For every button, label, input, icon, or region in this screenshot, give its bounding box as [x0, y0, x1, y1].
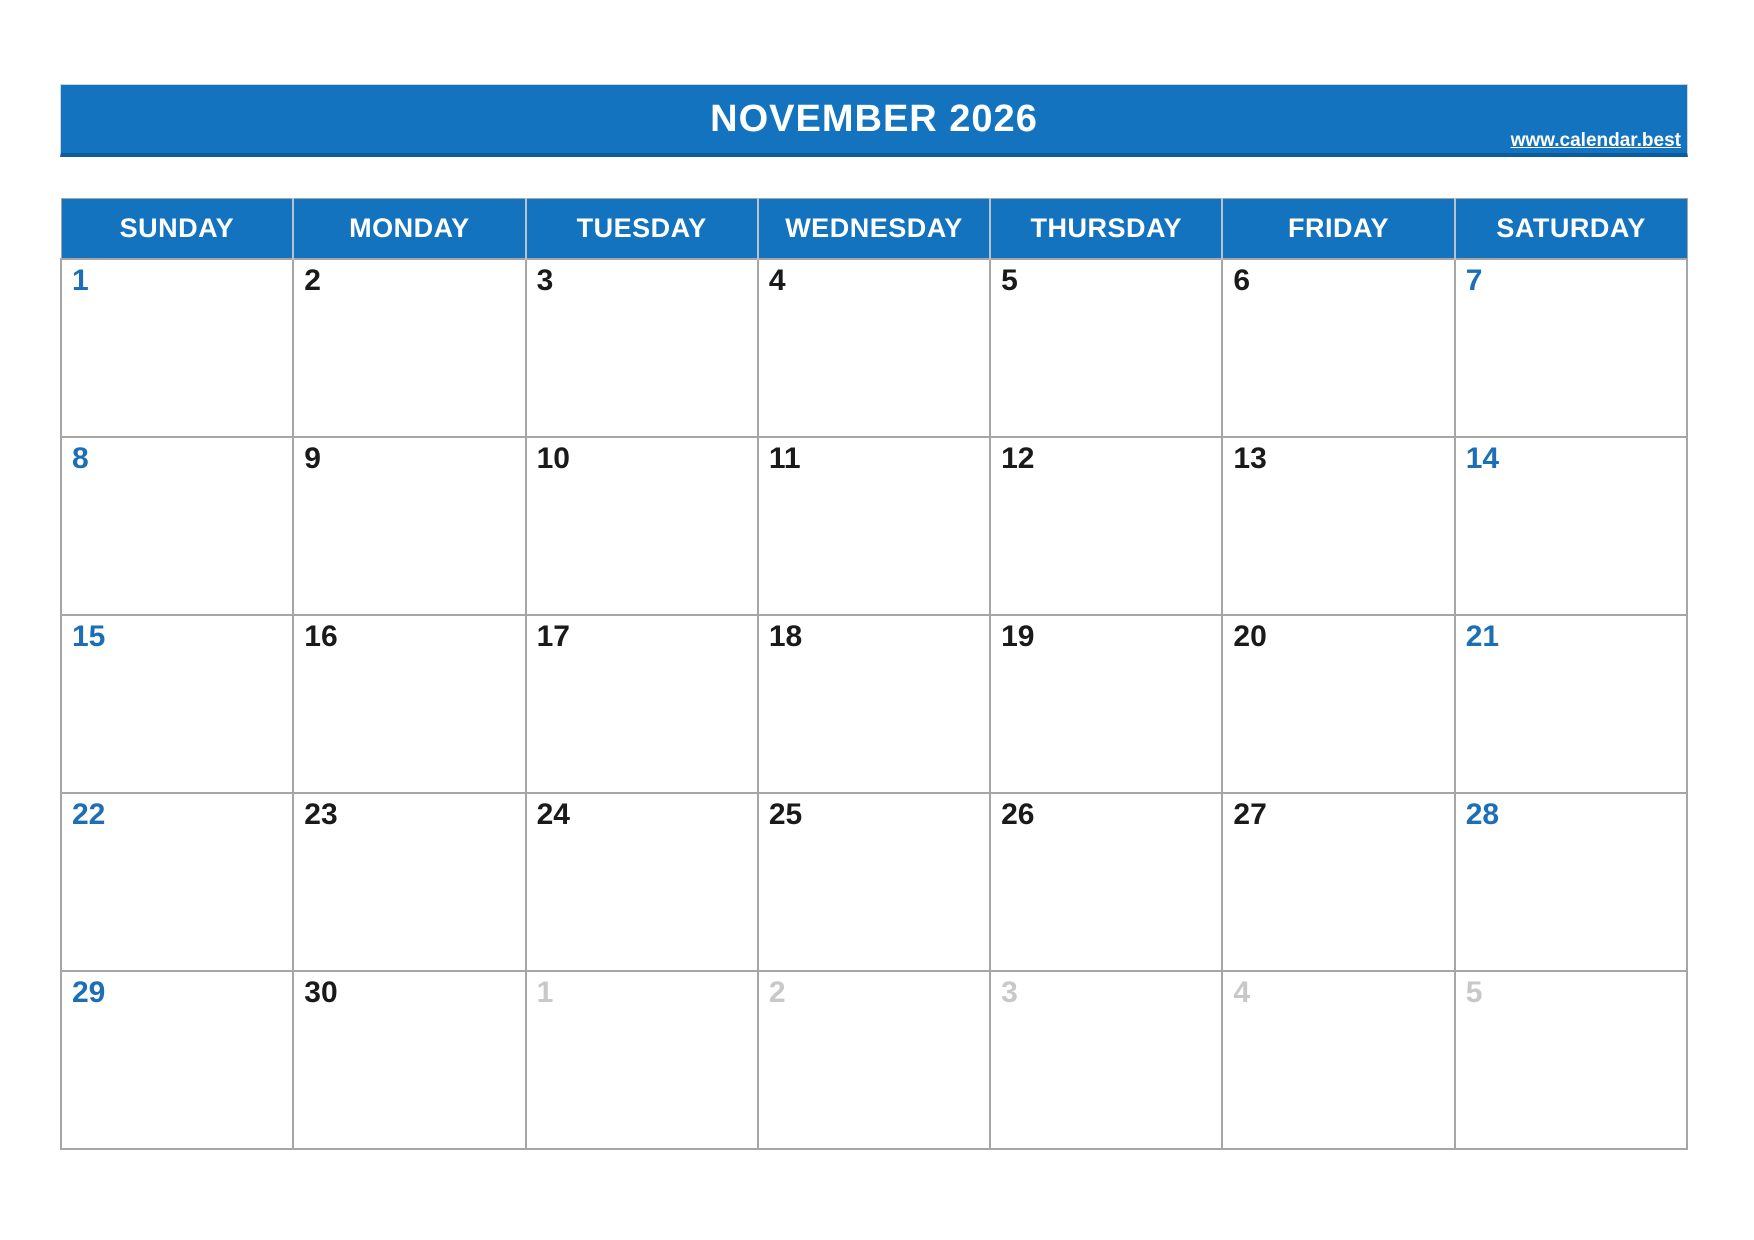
day-cell [526, 793, 758, 971]
day-cell [758, 793, 990, 971]
day-cell [1455, 971, 1687, 1149]
day-cell [293, 259, 525, 437]
day-number: 29 [72, 975, 106, 1009]
day-cell [61, 259, 293, 437]
day-cell [758, 259, 990, 437]
day-number: 7 [1465, 263, 1483, 297]
day-number: 21 [1465, 619, 1500, 653]
weekday-header-friday: FRIDAY [1222, 199, 1454, 259]
day-cell [61, 615, 293, 793]
day-cell [758, 437, 990, 615]
day-number: 1 [536, 975, 554, 1009]
day-cell [1222, 615, 1454, 793]
day-cell [526, 259, 758, 437]
weekday-header-row [61, 199, 1687, 259]
day-cell [293, 615, 525, 793]
calendar-body [61, 259, 1687, 1149]
day-number: 4 [1233, 975, 1251, 1009]
day-cell [758, 971, 990, 1149]
weekday-header-saturday: SATURDAY [1455, 199, 1687, 259]
day-number: 22 [72, 797, 106, 831]
day-cell [990, 971, 1222, 1149]
day-number: 6 [1233, 263, 1251, 297]
day-cell [990, 437, 1222, 615]
day-cell [1455, 615, 1687, 793]
calendar-sheet [60, 0, 1688, 1150]
day-cell [758, 615, 990, 793]
day-cell [1455, 259, 1687, 437]
website-link[interactable]: www.calendar.best [1510, 130, 1681, 151]
day-number: 30 [304, 975, 338, 1009]
day-cell [61, 971, 293, 1149]
week-row [61, 259, 1687, 437]
day-cell [61, 437, 293, 615]
week-row [61, 971, 1687, 1149]
day-cell [293, 793, 525, 971]
day-number: 4 [768, 263, 786, 297]
day-cell [526, 437, 758, 615]
day-number: 1 [72, 263, 89, 297]
day-number: 19 [1001, 619, 1035, 653]
day-number: 26 [1001, 797, 1035, 831]
weekday-header-thursday: THURSDAY [990, 199, 1222, 259]
day-number: 13 [1233, 441, 1267, 475]
title-bar [60, 84, 1688, 157]
day-number: 18 [768, 619, 803, 653]
day-cell [1222, 971, 1454, 1149]
weekday-header-wednesday: WEDNESDAY [758, 199, 990, 259]
day-number: 14 [1465, 441, 1500, 475]
day-cell [990, 259, 1222, 437]
day-number: 3 [1001, 975, 1018, 1009]
day-number: 8 [72, 441, 89, 475]
day-number: 9 [304, 441, 321, 475]
month-title: NOVEMBER 2026 [710, 97, 1038, 140]
day-number: 23 [304, 797, 338, 831]
day-number: 28 [1465, 797, 1500, 831]
weekday-header-tuesday: TUESDAY [526, 199, 758, 259]
day-number: 10 [536, 441, 570, 475]
day-number: 2 [304, 263, 321, 297]
day-number: 16 [304, 619, 338, 653]
day-cell [1455, 437, 1687, 615]
day-number: 15 [72, 619, 106, 653]
day-cell [1455, 793, 1687, 971]
day-cell [990, 793, 1222, 971]
week-row [61, 793, 1687, 971]
day-number: 2 [768, 975, 786, 1009]
week-row [61, 615, 1687, 793]
day-number: 20 [1233, 619, 1267, 653]
weekday-header-sunday: SUNDAY [61, 199, 293, 259]
week-row [61, 437, 1687, 615]
day-cell [526, 971, 758, 1149]
day-cell [1222, 793, 1454, 971]
day-number: 5 [1001, 263, 1018, 297]
day-cell [1222, 259, 1454, 437]
day-cell [526, 615, 758, 793]
weekday-header-monday: MONDAY [293, 199, 525, 259]
day-number: 5 [1465, 975, 1483, 1009]
day-number: 24 [536, 797, 570, 831]
day-number: 3 [536, 263, 554, 297]
day-cell [293, 437, 525, 615]
day-cell [293, 971, 525, 1149]
day-cell [1222, 437, 1454, 615]
day-number: 17 [536, 619, 570, 653]
day-number: 27 [1233, 797, 1267, 831]
calendar-table [60, 198, 1688, 1150]
day-number: 11 [768, 441, 801, 475]
day-cell [61, 793, 293, 971]
day-number: 25 [768, 797, 803, 831]
day-number: 12 [1001, 441, 1035, 475]
day-cell [990, 615, 1222, 793]
